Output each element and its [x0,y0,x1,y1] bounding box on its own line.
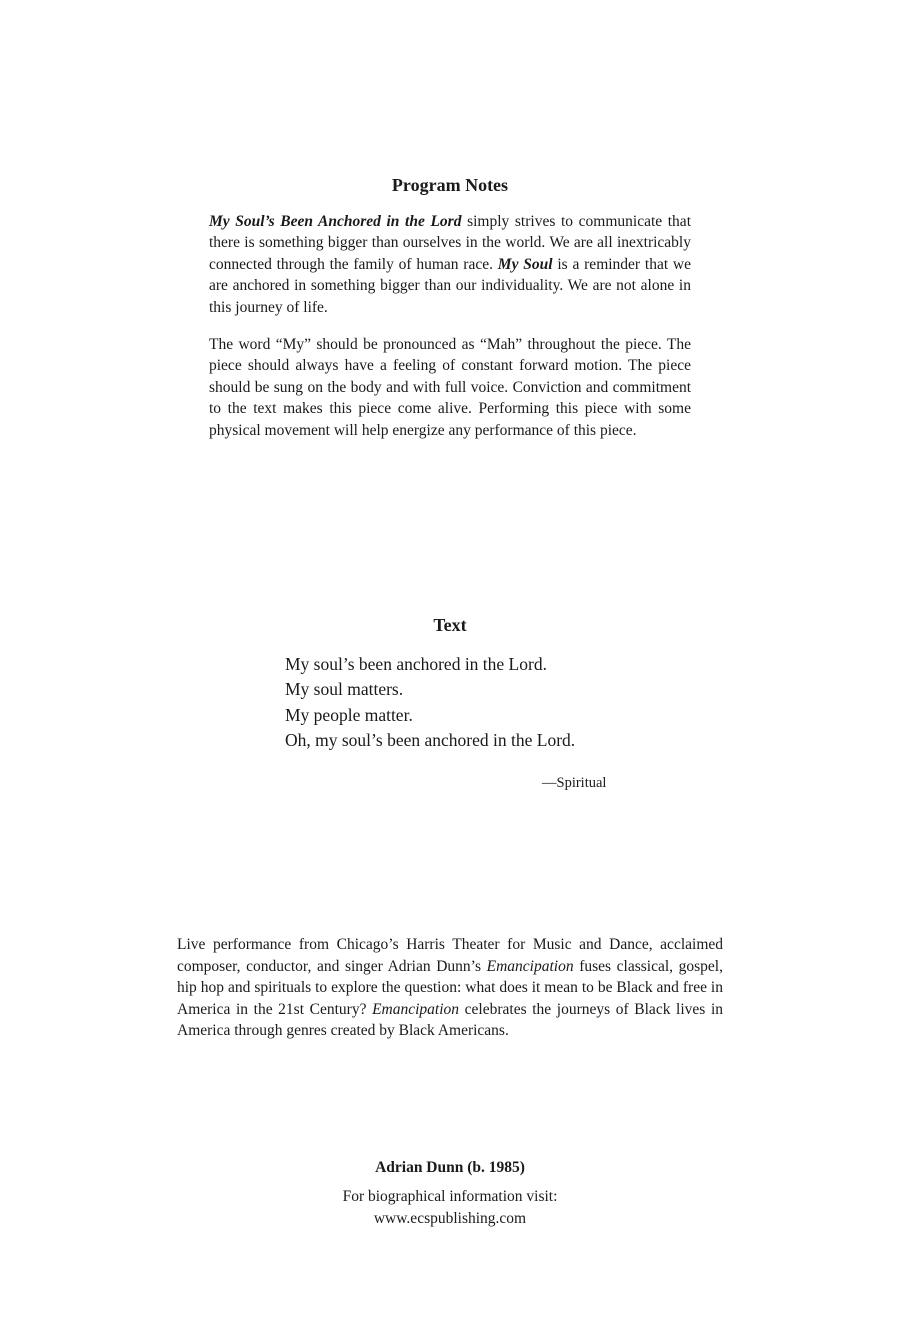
lyrics [285,652,575,753]
composer-block [0,1157,900,1230]
program-notes-paragraph-1 [209,211,691,318]
lyric-line: My people matter. [285,704,413,725]
text-heading: Text [433,615,467,635]
work-title: My Soul’s Been Anchored in the Lord [209,213,462,230]
lyric-line: My soul matters. [285,679,404,700]
composer-website: www.ecspublishing.com [373,1210,527,1227]
notes-text: is a reminder that we are anchored in something bigger than our individuality. We are not alone in this journey of life. [209,255,691,316]
program-notes-paragraph-2: The word “My” should be pronounced as “Mah” throughout the piece. The piece should always have a feeling of constant forward motion. The piece should be sung on the body and with full voice. Conviction and commitment to the text makes this piece come alive. Performing this piece with some physical movement will help energize any performance of this piece. [209,336,691,439]
promo-paragraph [177,934,723,1042]
promo-text: Live performance from Chicago’s Harris Theater for Music and Dance, acclaimed composer, conductor, and singer Adrian Dunn’s [177,936,723,975]
promo-text: fuses classical, gospel, hip hop and spirituals to explore the question: what does it mean to be Black and free in America in the 21st Century? [177,957,723,1018]
composer-info-line: For biographical information visit: [342,1188,558,1205]
promo-work-title: Emancipation [486,957,574,975]
program-notes-body [209,211,691,457]
lyric-line: My soul’s been anchored in the Lord. [285,654,547,674]
work-short-title: My Soul [497,255,553,273]
lyric-line: Oh, my soul’s been anchored in the Lord. [285,729,576,750]
program-notes-heading: Program Notes [391,175,509,195]
promo-work-title: Emancipation [372,1000,460,1018]
composer-name: Adrian Dunn (b. 1985) [375,1159,525,1176]
text-attribution: —Spiritual [542,775,607,791]
notes-text: simply strives to communicate that there is something bigger than ourselves in the world. We are all inextricably connected through the family of human race. [209,213,691,273]
promo-text: celebrates the journeys of Black lives in America through genres created by Black Americans. [177,1000,723,1040]
